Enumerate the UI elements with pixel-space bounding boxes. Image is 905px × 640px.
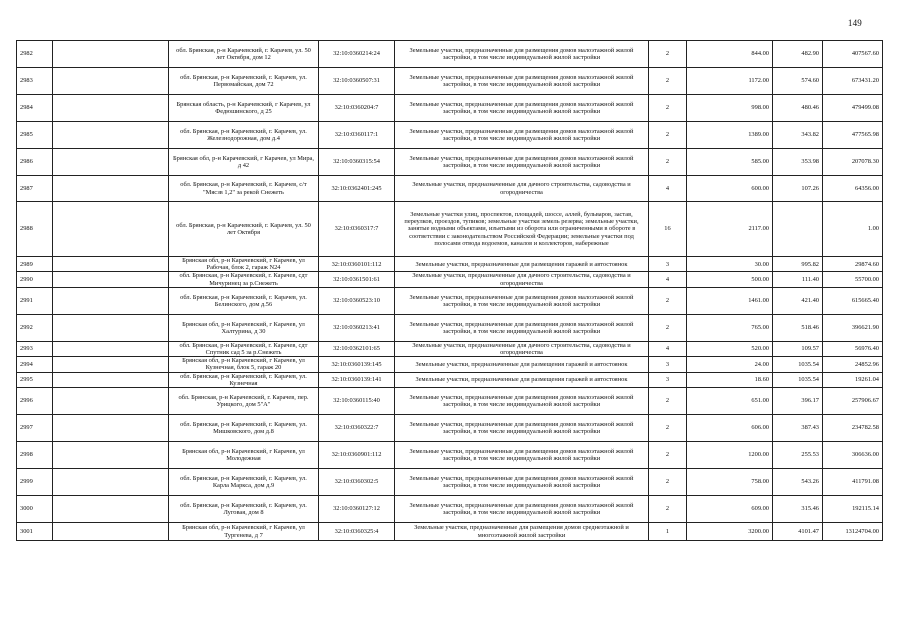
cadastral-value-cell: 13124704.00 <box>823 523 883 541</box>
empty-cell <box>53 341 169 356</box>
table-row <box>17 272 883 287</box>
area-cell: 500.00 <box>687 272 773 287</box>
specific-value-cell: 1035.54 <box>773 372 823 387</box>
specific-value-cell: 4101.47 <box>773 523 823 541</box>
use-group-cell: 2 <box>649 122 687 149</box>
empty-cell <box>53 122 169 149</box>
row-number: 2989 <box>17 257 53 272</box>
table-row <box>17 415 883 442</box>
cadastral-value-cell: 396621.90 <box>823 314 883 341</box>
empty-cell <box>53 257 169 272</box>
specific-value-cell: 421.40 <box>773 287 823 314</box>
use-group-cell: 16 <box>649 202 687 257</box>
use-group-cell: 3 <box>649 357 687 372</box>
use-group-cell: 2 <box>649 469 687 496</box>
empty-cell <box>53 176 169 202</box>
cadastral-number-cell: 32:10:0360101:112 <box>319 257 395 272</box>
row-number: 2995 <box>17 372 53 387</box>
area-cell: 1389.00 <box>687 122 773 149</box>
land-use-cell: Земельные участки, предназначенные для размещения домов малоэтажной жилой застройки, в том числе индивидуальной жилой застройки <box>395 41 649 68</box>
table-row <box>17 257 883 272</box>
cadastral-value-cell: 56976.40 <box>823 341 883 356</box>
land-use-cell: Земельные участки, предназначенные для размещения домов малоэтажной жилой застройки, в том числе индивидуальной жилой застройки <box>395 68 649 95</box>
cadastral-value-cell: 64356.00 <box>823 176 883 202</box>
use-group-cell: 4 <box>649 272 687 287</box>
cadastral-number-cell: 32:10:0360315:54 <box>319 149 395 176</box>
cadastral-number-cell: 32:10:0360115:40 <box>319 388 395 415</box>
address-cell: Брянская обл, р-н Карачевский, г Карачев, ул Тургенева, д 7 <box>169 523 319 541</box>
row-number: 3000 <box>17 496 53 523</box>
specific-value-cell: 107.26 <box>773 176 823 202</box>
empty-cell <box>53 415 169 442</box>
land-use-cell: Земельные участки, предназначенные для размещения домов малоэтажной жилой застройки, в том числе индивидуальной жилой застройки <box>395 415 649 442</box>
land-registry-table <box>16 40 883 541</box>
row-number: 2988 <box>17 202 53 257</box>
row-number: 2986 <box>17 149 53 176</box>
land-use-cell: Земельные участки, предназначенные для дачного строительства, садоводства и огородничества <box>395 176 649 202</box>
empty-cell <box>53 287 169 314</box>
area-cell: 606.00 <box>687 415 773 442</box>
cadastral-number-cell: 32:10:0361501:61 <box>319 272 395 287</box>
area-cell: 600.00 <box>687 176 773 202</box>
address-cell: обл. Брянская, р-н Карачевский, г. Карачев, ул. Мишковского, дом д.8 <box>169 415 319 442</box>
land-use-cell: Земельные участки, предназначенные для размещения домов малоэтажной жилой застройки, в том числе индивидуальной жилой застройки <box>395 388 649 415</box>
row-number: 2996 <box>17 388 53 415</box>
address-cell: обл. Брянская, р-н Карачевский, г. Карачев, пер. Урицкого, дом 5"А" <box>169 388 319 415</box>
empty-cell <box>53 388 169 415</box>
row-number: 2999 <box>17 469 53 496</box>
use-group-cell: 2 <box>649 95 687 122</box>
cadastral-number-cell: 32:10:0360214:24 <box>319 41 395 68</box>
table-row <box>17 442 883 469</box>
specific-value-cell: 574.60 <box>773 68 823 95</box>
table-row <box>17 388 883 415</box>
specific-value-cell: 353.98 <box>773 149 823 176</box>
empty-cell <box>53 442 169 469</box>
row-number: 2991 <box>17 287 53 314</box>
cadastral-number-cell: 32:10:0360317:7 <box>319 202 395 257</box>
area-cell: 1172.00 <box>687 68 773 95</box>
use-group-cell: 2 <box>649 314 687 341</box>
land-use-cell: Земельные участки, предназначенные для размещения домов малоэтажной жилой застройки, в том числе индивидуальной жилой застройки <box>395 95 649 122</box>
table-row <box>17 287 883 314</box>
table-row <box>17 68 883 95</box>
row-number: 2992 <box>17 314 53 341</box>
address-cell: обл. Брянская, р-н Карачевский, г. Карачев, сдт Спутник сад 5 за р.Снежеть <box>169 341 319 356</box>
area-cell: 651.00 <box>687 388 773 415</box>
table-row <box>17 41 883 68</box>
row-number: 2994 <box>17 357 53 372</box>
empty-cell <box>53 272 169 287</box>
area-cell: 609.00 <box>687 496 773 523</box>
cadastral-number-cell: 32:10:0360325:4 <box>319 523 395 541</box>
land-use-cell: Земельные участки, предназначенные для размещения гаражей и автостоянок <box>395 357 649 372</box>
table-body <box>17 41 883 541</box>
address-cell: обл. Брянская, р-н Карачевский, г. Карачев, ул. Белинского, дом д.56 <box>169 287 319 314</box>
empty-cell <box>53 372 169 387</box>
page-number: 149 <box>847 18 862 28</box>
row-number: 3001 <box>17 523 53 541</box>
cadastral-value-cell: 257906.67 <box>823 388 883 415</box>
specific-value-cell: 111.40 <box>773 272 823 287</box>
land-use-cell: Земельные участки, предназначенные для размещения домов малоэтажной жилой застройки, в том числе индивидуальной жилой застройки <box>395 442 649 469</box>
specific-value-cell: 255.53 <box>773 442 823 469</box>
empty-cell <box>53 314 169 341</box>
address-cell: обл. Брянская, р-н Карачевский, г. Карачев, ул. Первомайская, дом 72 <box>169 68 319 95</box>
address-cell: Брянская обл, р-н Карачевский, г Карачев, ул Халтурина, д 30 <box>169 314 319 341</box>
address-cell: Брянская обл, р-н Карачевский, г Карачев, ул Рабочая, блок 2, гараж N24 <box>169 257 319 272</box>
cadastral-value-cell: 673431.20 <box>823 68 883 95</box>
area-cell: 30.00 <box>687 257 773 272</box>
empty-cell <box>53 357 169 372</box>
area-cell: 2117.00 <box>687 202 773 257</box>
address-cell: обл. Брянская, р-н Карачевский, г. Карачев, ул. Луговая, дом 8 <box>169 496 319 523</box>
land-use-cell: Земельные участки улиц, проспектов, площадей, шоссе, аллей, бульваров, застав, переулков, проездов, тупиков; земельные участки земель резерва; земельные участки, занятые водными объектами, изъятыми из оборота или ограниченными в обороте в соответствии с законодательством Российской Федерации; земельные участки под полосами отвода водоемов, каналов и коллекторов, набережные <box>395 202 649 257</box>
area-cell: 18.60 <box>687 372 773 387</box>
use-group-cell: 2 <box>649 442 687 469</box>
cadastral-number-cell: 32:10:0360901:112 <box>319 442 395 469</box>
specific-value-cell: 396.17 <box>773 388 823 415</box>
use-group-cell: 3 <box>649 257 687 272</box>
cadastral-value-cell: 407567.60 <box>823 41 883 68</box>
specific-value-cell: 995.82 <box>773 257 823 272</box>
empty-cell <box>53 41 169 68</box>
cadastral-value-cell: 207078.30 <box>823 149 883 176</box>
address-cell: обл. Брянская, р-н Карачевский, г. Карачев, ул. Железнодорожная, дом д.4 <box>169 122 319 149</box>
address-cell: обл. Брянская, р-н Карачевский, г. Карачев, ул. 50 лет Октября <box>169 202 319 257</box>
use-group-cell: 4 <box>649 341 687 356</box>
cadastral-value-cell: 306636.00 <box>823 442 883 469</box>
row-number: 2982 <box>17 41 53 68</box>
specific-value-cell: 518.46 <box>773 314 823 341</box>
use-group-cell: 2 <box>649 496 687 523</box>
address-cell: Брянская обл, р-н Карачевский, г Карачев, ул Кузнечная, блок 5, гараж 20 <box>169 357 319 372</box>
row-number: 2987 <box>17 176 53 202</box>
table-row <box>17 357 883 372</box>
area-cell: 1200.00 <box>687 442 773 469</box>
use-group-cell: 4 <box>649 176 687 202</box>
row-number: 2984 <box>17 95 53 122</box>
table-row <box>17 202 883 257</box>
cadastral-number-cell: 32:10:0360139:141 <box>319 372 395 387</box>
table-row <box>17 341 883 356</box>
table-row <box>17 314 883 341</box>
empty-cell <box>53 496 169 523</box>
cadastral-number-cell: 32:10:0360213:41 <box>319 314 395 341</box>
area-cell: 1461.00 <box>687 287 773 314</box>
address-cell: Брянская обл, р-н Карачевский, г Карачев, ул Мира, д 42 <box>169 149 319 176</box>
table-row <box>17 496 883 523</box>
specific-value-cell: 482.90 <box>773 41 823 68</box>
land-use-cell: Земельные участки, предназначенные для размещения домов малоэтажной жилой застройки, в том числе индивидуальной жилой застройки <box>395 314 649 341</box>
address-cell: обл. Брянская, р-н Карачевский, г. Карачев, сдт Мичуринец за р.Снежеть <box>169 272 319 287</box>
specific-value-cell: 343.82 <box>773 122 823 149</box>
use-group-cell: 2 <box>649 415 687 442</box>
land-use-cell: Земельные участки, предназначенные для дачного строительства, садоводства и огородничества <box>395 341 649 356</box>
cadastral-value-cell: 479499.08 <box>823 95 883 122</box>
land-use-cell: Земельные участки, предназначенные для размещения гаражей и автостоянок <box>395 372 649 387</box>
cadastral-number-cell: 32:10:0360204:7 <box>319 95 395 122</box>
land-use-cell: Земельные участки, предназначенные для размещения домов среднеэтажной и многоэтажной жилой застройки <box>395 523 649 541</box>
land-use-cell: Земельные участки, предназначенные для размещения домов малоэтажной жилой застройки, в том числе индивидуальной жилой застройки <box>395 469 649 496</box>
use-group-cell: 2 <box>649 388 687 415</box>
table-row <box>17 122 883 149</box>
cadastral-number-cell: 32:10:0360127:12 <box>319 496 395 523</box>
empty-cell <box>53 149 169 176</box>
address-cell: обл. Брянская, р-н Карачевский, г. Карачев, ул. Карла Маркса, дом д.9 <box>169 469 319 496</box>
cadastral-value-cell: 234782.58 <box>823 415 883 442</box>
specific-value-cell: 480.46 <box>773 95 823 122</box>
address-cell: обл. Брянская, р-н Карачевский, г. Карачев, с/т "Мясзв 1,2" за рекой Снежеть <box>169 176 319 202</box>
specific-value-cell: 1035.54 <box>773 357 823 372</box>
cadastral-number-cell: 32:10:0360117:1 <box>319 122 395 149</box>
use-group-cell: 2 <box>649 149 687 176</box>
specific-value-cell: 109.57 <box>773 341 823 356</box>
address-cell: Брянская обл, р-н Карачевский, г Карачев, ул Молодежная <box>169 442 319 469</box>
land-use-cell: Земельные участки, предназначенные для размещения домов малоэтажной жилой застройки, в том числе индивидуальной жилой застройки <box>395 149 649 176</box>
cadastral-number-cell: 32:10:0360302:5 <box>319 469 395 496</box>
table-row <box>17 523 883 541</box>
area-cell: 765.00 <box>687 314 773 341</box>
cadastral-number-cell: 32:10:0360322:7 <box>319 415 395 442</box>
area-cell: 3200.00 <box>687 523 773 541</box>
specific-value-cell: 543.26 <box>773 469 823 496</box>
row-number: 2990 <box>17 272 53 287</box>
cadastral-number-cell: 32:10:0360139:145 <box>319 357 395 372</box>
specific-value-cell: 387.43 <box>773 415 823 442</box>
cadastral-value-cell: 615665.40 <box>823 287 883 314</box>
land-use-cell: Земельные участки, предназначенные для размещения гаражей и автостоянок <box>395 257 649 272</box>
use-group-cell: 2 <box>649 41 687 68</box>
area-cell: 24.00 <box>687 357 773 372</box>
row-number: 2997 <box>17 415 53 442</box>
use-group-cell: 3 <box>649 372 687 387</box>
land-use-cell: Земельные участки, предназначенные для размещения домов малоэтажной жилой застройки, в том числе индивидуальной жилой застройки <box>395 287 649 314</box>
table-row <box>17 149 883 176</box>
address-cell: Брянская область, р-н Карачевский, г Карачев, ул Федюшинского, д 25 <box>169 95 319 122</box>
empty-cell <box>53 469 169 496</box>
table-row <box>17 372 883 387</box>
cadastral-value-cell: 55700.00 <box>823 272 883 287</box>
empty-cell <box>53 523 169 541</box>
land-use-cell: Земельные участки, предназначенные для дачного строительства, садоводства и огородничества <box>395 272 649 287</box>
cadastral-value-cell: 29874.60 <box>823 257 883 272</box>
table-row <box>17 176 883 202</box>
specific-value-cell <box>773 202 823 257</box>
table-row <box>17 469 883 496</box>
cadastral-number-cell: 32:10:0360523:10 <box>319 287 395 314</box>
row-number: 2998 <box>17 442 53 469</box>
use-group-cell: 2 <box>649 68 687 95</box>
cadastral-number-cell: 32:10:0362401:245 <box>319 176 395 202</box>
row-number: 2985 <box>17 122 53 149</box>
land-use-cell: Земельные участки, предназначенные для размещения домов малоэтажной жилой застройки, в том числе индивидуальной жилой застройки <box>395 496 649 523</box>
cadastral-value-cell: 477565.98 <box>823 122 883 149</box>
row-number: 2993 <box>17 341 53 356</box>
cadastral-value-cell: 1.00 <box>823 202 883 257</box>
row-number: 2983 <box>17 68 53 95</box>
address-cell: обл. Брянская, р-н Карачевский, г. Карачев, ул. Кузнечная <box>169 372 319 387</box>
table-row <box>17 95 883 122</box>
address-cell: обл. Брянская, р-н Карачевский, г. Карачев, ул. 50 лет Октября, дом 12 <box>169 41 319 68</box>
cadastral-number-cell: 32:10:0360507:31 <box>319 68 395 95</box>
use-group-cell: 2 <box>649 287 687 314</box>
cadastral-value-cell: 19261.04 <box>823 372 883 387</box>
area-cell: 998.00 <box>687 95 773 122</box>
specific-value-cell: 315.46 <box>773 496 823 523</box>
land-use-cell: Земельные участки, предназначенные для размещения домов малоэтажной жилой застройки, в том числе индивидуальной жилой застройки <box>395 122 649 149</box>
cadastral-value-cell: 192115.14 <box>823 496 883 523</box>
empty-cell <box>53 95 169 122</box>
area-cell: 844.00 <box>687 41 773 68</box>
area-cell: 758.00 <box>687 469 773 496</box>
cadastral-value-cell: 24852.96 <box>823 357 883 372</box>
empty-cell <box>53 68 169 95</box>
use-group-cell: 1 <box>649 523 687 541</box>
area-cell: 585.00 <box>687 149 773 176</box>
cadastral-number-cell: 32:10:0362101:65 <box>319 341 395 356</box>
cadastral-value-cell: 411791.08 <box>823 469 883 496</box>
area-cell: 520.00 <box>687 341 773 356</box>
empty-cell <box>53 202 169 257</box>
